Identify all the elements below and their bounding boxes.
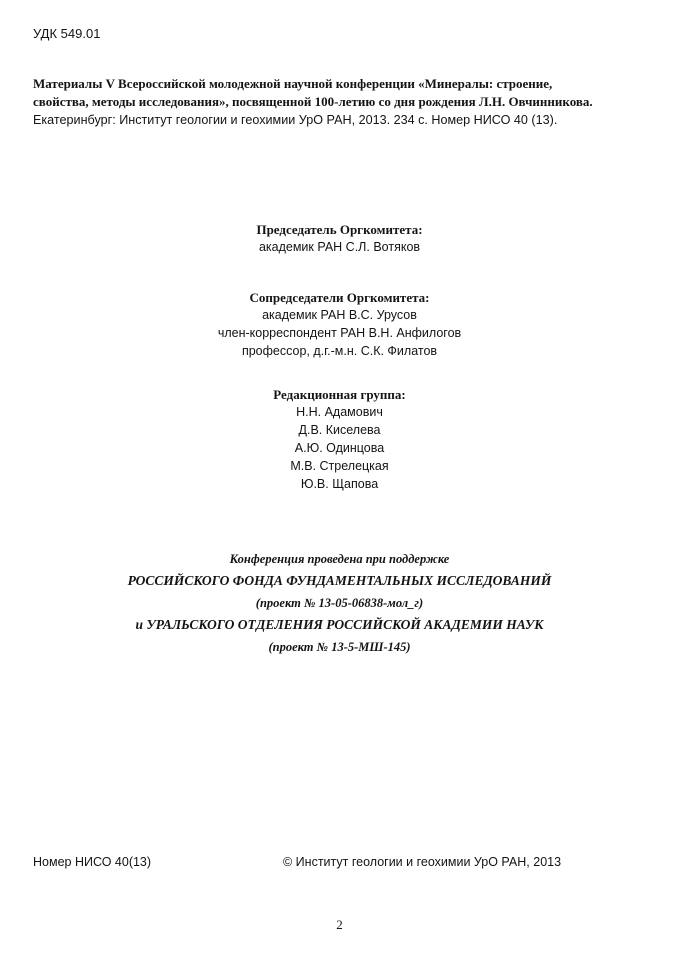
editor-member: Д.В. Киселева xyxy=(298,423,381,437)
cochairs-section xyxy=(0,289,679,360)
bibliographic-abstract xyxy=(33,75,653,129)
cochair-member: академик РАН В.С. Урусов xyxy=(262,308,417,322)
abstract-bold-line-2: свойства, методы исследования», посвященной 100-летию со дня рождения Л.Н. Овчинникова. xyxy=(33,94,593,109)
editor-member: А.Ю. Одинцова xyxy=(294,441,385,455)
cochair-member: член-корреспондент РАН В.Н. Анфилогов xyxy=(217,326,462,340)
abstract-publisher-line: Екатеринбург: Институт геологии и геохимии УрО РАН, 2013. 234 с. Номер НИСО 40 (13). xyxy=(33,113,558,127)
chair-section xyxy=(0,221,679,256)
footer-copyright: © Институт геологии и геохимии УрО РАН, 2013 xyxy=(283,855,562,869)
support-project-1: (проект № 13-05-06838-мол_г) xyxy=(255,596,424,610)
support-branch-name: и УРАЛЬСКОГО ОТДЕЛЕНИЯ РОССИЙСКОЙ АКАДЕМИИ НАУК xyxy=(135,617,544,632)
udk-code: УДК 549.01 xyxy=(33,26,101,41)
editor-member: Н.Н. Адамович xyxy=(296,405,383,419)
chair-heading: Председатель Оргкомитета: xyxy=(256,222,423,237)
funding-acknowledgement xyxy=(0,548,679,658)
support-fund-name: РОССИЙСКОГО ФОНДА ФУНДАМЕНТАЛЬНЫХ ИССЛЕДОВАНИЙ xyxy=(127,573,552,588)
support-project-2: (проект № 13-5-МШ-145) xyxy=(268,640,411,654)
abstract-bold-line-1: Материалы V Всероссийской молодежной научной конференции «Минералы: строение, xyxy=(33,76,553,91)
footer-niso-number: Номер НИСО 40(13) xyxy=(33,855,152,869)
cochair-member: профессор, д.г.-м.н. С.К. Филатов xyxy=(241,344,438,358)
editorial-group-heading: Редакционная группа: xyxy=(273,387,406,402)
page-number: 2 xyxy=(336,917,343,932)
editorial-group-section xyxy=(0,386,679,493)
chair-member: академик РАН С.Л. Вотяков xyxy=(258,240,421,254)
editor-member: М.В. Стрелецкая xyxy=(290,459,389,473)
cochairs-heading: Сопредседатели Оргкомитета: xyxy=(249,290,430,305)
support-intro: Конференция проведена при поддержке xyxy=(229,552,450,566)
editor-member: Ю.В. Щапова xyxy=(300,477,379,491)
